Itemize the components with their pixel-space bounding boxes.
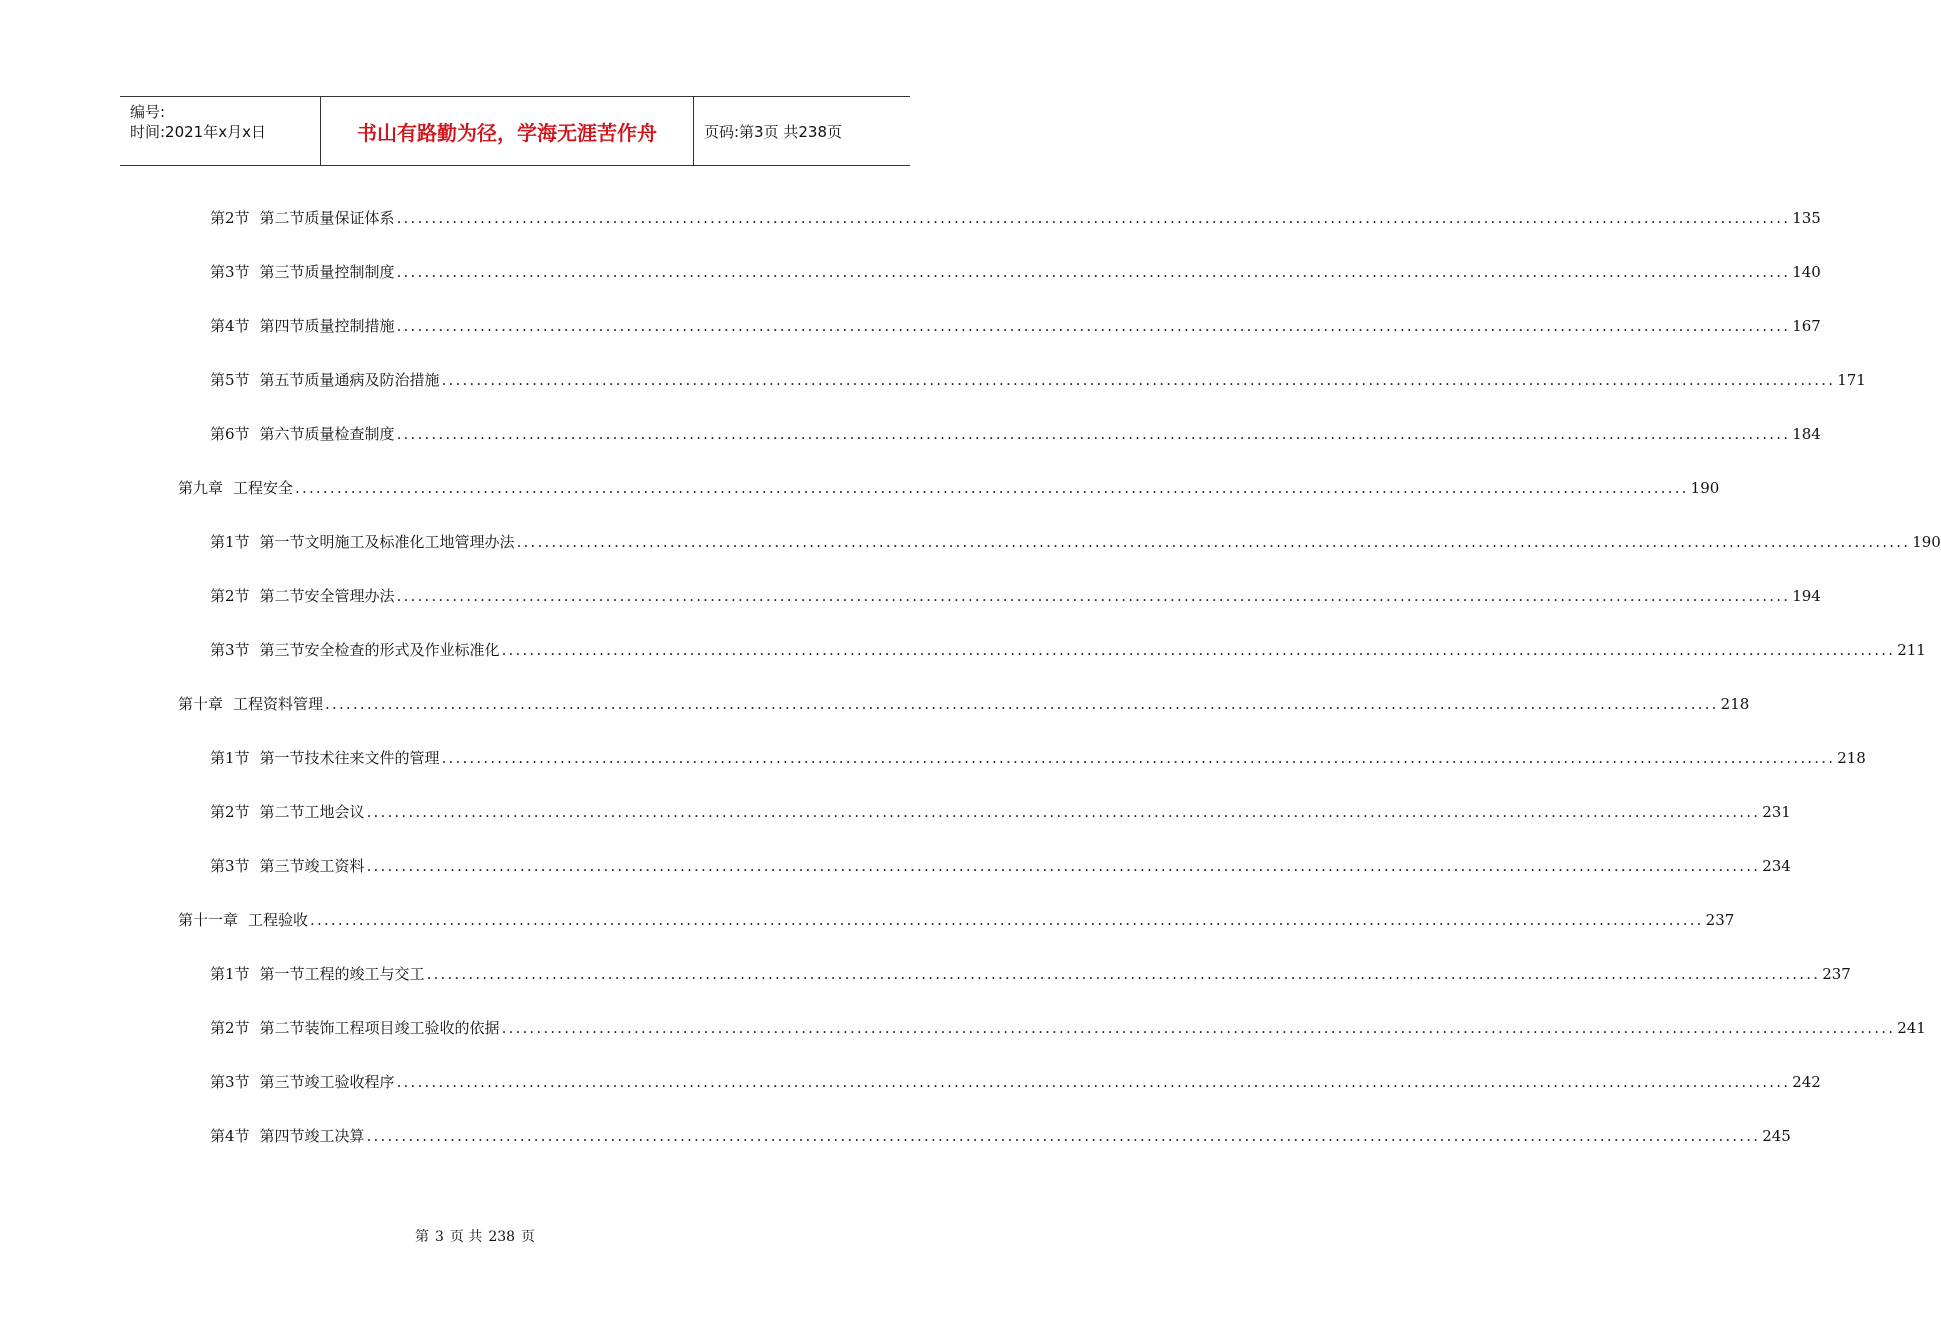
toc-entry-label [210,962,425,986]
toc-entry-number: 第3节 [210,1073,250,1091]
toc-entry-page: 245 [1762,1127,1791,1145]
toc-entry-title: 第四节竣工决算 [259,1127,365,1145]
toc-entry-number: 第九章 [178,479,224,497]
toc-entry-page: 140 [1792,263,1821,281]
toc-entry-page: 194 [1792,587,1821,605]
toc-entry-number: 第3节 [210,857,250,875]
toc-section-entry[interactable] [210,584,1821,608]
toc-entry-title: 工程验收 [248,911,309,929]
toc-dot-leader: ........................................................................................................................................................................................................ [441,749,1836,767]
toc-dot-leader: ........................................................................................................................................................................................................ [396,425,1791,443]
page-footer [0,1226,950,1246]
toc-entry-page: 184 [1792,425,1821,443]
toc-entry-label [210,638,500,662]
toc-section-entry[interactable] [210,1016,1926,1040]
toc-dot-leader: ........................................................................................................................................................................................................ [366,803,1761,821]
header-page-info: 页码:第3页 共238页 [704,123,842,141]
toc-entry-title: 第三节质量控制制度 [259,263,395,281]
toc-entry-title: 第三节竣工资料 [259,857,365,875]
toc-section-entry[interactable] [210,206,1821,230]
footer-suffix: 页 [521,1229,536,1245]
toc-entry-label [210,1070,395,1094]
toc-entry-number: 第4节 [210,1127,250,1145]
toc-entry-number: 第4节 [210,317,250,335]
toc-entry-number: 第1节 [210,749,250,767]
toc-entry-title: 第一节工程的竣工与交工 [259,965,425,983]
toc-entry-label [210,530,515,554]
toc-entry-page: 218 [1837,749,1866,767]
toc-entry-number: 第十一章 [178,911,239,929]
toc-entry-number: 第十章 [178,695,224,713]
toc-entry-number: 第1节 [210,533,250,551]
toc-dot-leader: ........................................................................................................................................................................................................ [366,1127,1761,1145]
toc-entry-label [210,314,395,338]
toc-dot-leader: ........................................................................................................................................................................................................ [396,1073,1791,1091]
toc-section-entry[interactable] [210,638,1926,662]
toc-dot-leader: ........................................................................................................................................................................................................ [396,209,1791,227]
toc-entry-label [210,368,440,392]
toc-section-entry[interactable] [210,854,1791,878]
toc-chapter-entry[interactable] [178,476,1720,500]
toc-entry-title: 工程安全 [233,479,294,497]
toc-entry-number: 第3节 [210,263,250,281]
toc-entry-number: 第6节 [210,425,250,443]
toc-entry-number: 第2节 [210,803,250,821]
toc-section-entry[interactable] [210,962,1851,986]
toc-entry-page: 231 [1762,803,1791,821]
toc-entry-label [210,260,395,284]
toc-entry-page: 171 [1837,371,1866,389]
toc-entry-label [210,800,365,824]
toc-entry-page: 190 [1690,479,1720,497]
toc-chapter-entry[interactable] [178,908,1735,932]
toc-entry-page: 218 [1720,695,1750,713]
toc-entry-page: 242 [1792,1073,1821,1091]
toc-section-entry[interactable] [210,368,1866,392]
toc-entry-title: 工程资料管理 [233,695,324,713]
toc-section-entry[interactable] [210,1124,1791,1148]
toc-entry-title: 第一节技术往来文件的管理 [259,749,440,767]
toc-section-entry[interactable] [210,260,1821,284]
toc-chapter-entry[interactable] [178,692,1750,716]
toc-entry-number: 第5节 [210,371,250,389]
toc-dot-leader: ........................................................................................................................................................................................................ [396,263,1791,281]
toc-entry-label [178,692,323,716]
toc-entry-number: 第2节 [210,209,250,227]
toc-entry-label [210,1124,365,1148]
document-time-label: 时间:2021年x月x日 [130,123,266,141]
toc-dot-leader: ........................................................................................................................................................................................................ [325,695,1719,713]
toc-dot-leader: ........................................................................................................................................................................................................ [366,857,1761,875]
toc-entry-number: 第2节 [210,587,250,605]
toc-entry-title: 第三节竣工验收程序 [259,1073,395,1091]
toc-entry-title: 第六节质量检查制度 [259,425,395,443]
toc-entry-title: 第二节工地会议 [259,803,365,821]
toc-entry-label [210,854,365,878]
toc-entry-label [210,206,395,230]
toc-entry-label [210,1016,500,1040]
footer-prefix: 第 [414,1229,429,1245]
toc-dot-leader: ........................................................................................................................................................................................................ [295,479,1689,497]
toc-dot-leader: ........................................................................................................................................................................................................ [396,317,1791,335]
toc-section-entry[interactable] [210,1070,1821,1094]
toc-entry-label [210,584,395,608]
toc-entry-title: 第二节质量保证体系 [259,209,395,227]
toc-dot-leader: ........................................................................................................................................................................................................ [516,533,1911,551]
toc-section-entry[interactable] [210,530,1941,554]
toc-entry-page: 234 [1762,857,1791,875]
toc-entry-page: 211 [1897,641,1926,659]
toc-entry-title: 第二节装饰工程项目竣工验收的依据 [259,1019,500,1037]
toc-section-entry[interactable] [210,800,1791,824]
toc-dot-leader: ........................................................................................................................................................................................................ [441,371,1836,389]
toc-dot-leader: ........................................................................................................................................................................................................ [501,1019,1896,1037]
toc-entry-number: 第2节 [210,1019,250,1037]
toc-entry-title: 第三节安全检查的形式及作业标准化 [259,641,500,659]
document-number-label: 编号: [130,103,166,121]
toc-section-entry[interactable] [210,422,1821,446]
toc-entry-label [210,422,395,446]
toc-entry-title: 第四节质量控制措施 [259,317,395,335]
toc-entry-page: 190 [1912,533,1941,551]
footer-current-page: 3 [434,1229,444,1245]
toc-dot-leader: ........................................................................................................................................................................................................ [501,641,1896,659]
toc-entry-page: 237 [1705,911,1735,929]
toc-entry-title: 第二节安全管理办法 [259,587,395,605]
toc-section-entry[interactable] [210,314,1821,338]
toc-entry-page: 135 [1792,209,1821,227]
toc-entry-label [210,746,440,770]
toc-entry-number: 第3节 [210,641,250,659]
header-motto: 书山有路勤为径，学海无涯苦作舟 [357,121,657,145]
toc-entry-number: 第1节 [210,965,250,983]
toc-entry-label [178,476,293,500]
footer-middle: 页 共 [449,1229,483,1245]
toc-entry-title: 第一节文明施工及标准化工地管理办法 [259,533,515,551]
toc-section-entry[interactable] [210,746,1866,770]
toc-dot-leader: ........................................................................................................................................................................................................ [426,965,1821,983]
toc-entry-label [178,908,308,932]
toc-entry-title: 第五节质量通病及防治措施 [259,371,440,389]
toc-entry-page: 167 [1792,317,1821,335]
toc-entry-page: 237 [1822,965,1851,983]
toc-dot-leader: ........................................................................................................................................................................................................ [310,911,1704,929]
footer-total-pages: 238 [488,1229,516,1245]
toc-entry-page: 241 [1897,1019,1926,1037]
toc-dot-leader: ........................................................................................................................................................................................................ [396,587,1791,605]
